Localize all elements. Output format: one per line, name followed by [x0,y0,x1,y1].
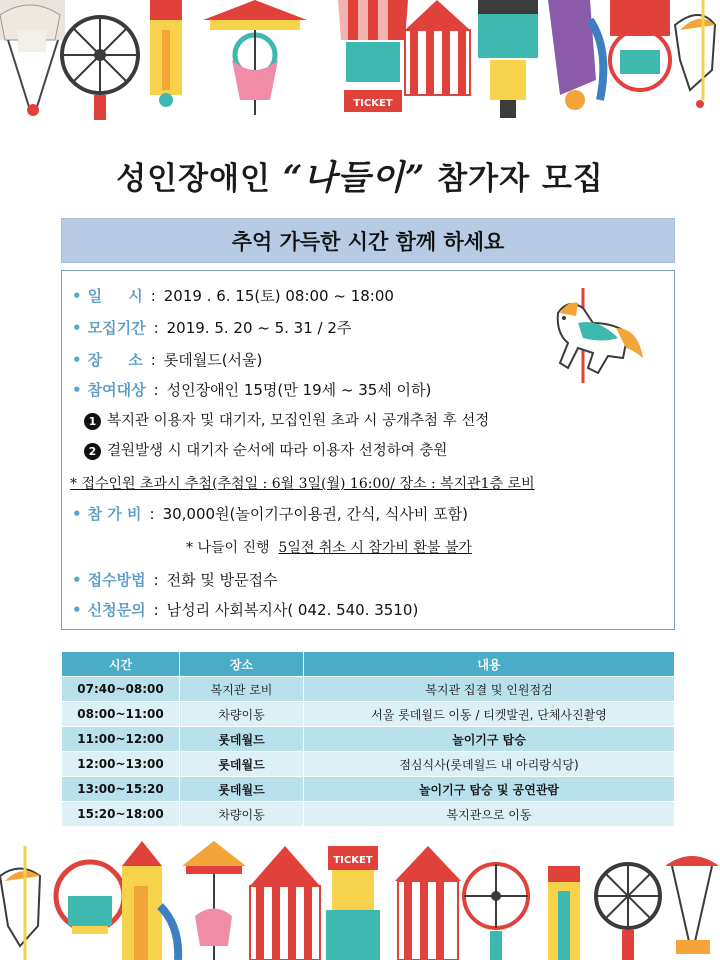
info-row-recruit: • 모집기간 : 2019. 5. 20 ~ 5. 31 / 2주 [72,319,352,337]
recruit-value: 2019. 5. 20 ~ 5. 31 / 2주 [166,319,352,337]
swing-ride-icon [665,856,719,954]
refund-note [186,537,472,557]
cell-content: 서울 롯데월드 이동 / 티켓발권, 단체사진촬영 [304,702,675,727]
recruit-label: 모집기간 [87,319,146,337]
horse-icon [675,0,715,108]
fee-label: 참 가 비 [87,505,142,523]
cell-place: 차량이동 [180,802,304,827]
table-row [62,702,675,727]
target-label: 참여대상 [87,381,146,399]
bullet-icon: • [72,381,82,399]
slide-icon [548,0,603,110]
target-value: 성인장애인 15명(만 19세 ~ 35세 이하) [166,381,432,399]
bullet-icon: • [72,505,82,523]
cell-time: 15:20~18:00 [62,802,180,827]
cell-place: 복지관 로비 [180,677,304,702]
refund-note-prefix: * 나들이 진행 [186,540,279,556]
circus-tent-icon [250,846,320,960]
table-row [62,802,675,827]
number-badge-icon: 2 [84,443,101,460]
carousel-icon [182,841,246,960]
ferris-wheel-icon [62,17,138,120]
subtitle-banner: 추억 가득한 시간 함께 하세요 [61,218,675,263]
table-row [62,777,675,802]
cell-content: 놀이기구 탑승 및 공연관람 [304,777,675,802]
criteria-text: 복지관 이용자 및 대기자, 모집인원 초과 시 공개추첨 후 선정 [107,413,490,429]
criteria-item [84,409,489,430]
tower-icon [548,866,580,960]
page-title [0,150,720,199]
bullet-icon: • [72,601,82,619]
swing-boat-icon [56,862,124,934]
cell-content: 점심식사(롯데월드 내 아리랑식당) [304,752,675,777]
contact-value: 남성리 사회복지사( 042. 540. 3510) [166,601,419,619]
bullet-icon: • [72,571,82,589]
cell-time: 13:00~15:20 [62,777,180,802]
fee-value: 30,000원(놀이기구이용권, 간식, 식사비 포함) [162,505,468,523]
tower-icon [150,0,182,107]
svg-text:TICKET: TICKET [353,98,393,109]
info-row-contact: • 신청문의 : 남성리 사회복지사( 042. 540. 3510) [72,601,419,619]
place-label: 장 소 [87,351,143,369]
table-header-row [62,652,675,677]
refund-note-underlined: 5일전 취소 시 참가비 환불 불가 [278,540,472,556]
cell-time: 12:00~13:00 [62,752,180,777]
cell-place: 롯데월드 [180,777,304,802]
ticket-booth-icon [326,846,380,960]
amusement-park-bottom-illustration [0,836,720,960]
table-row [62,727,675,752]
ferris-wheel-icon [464,864,528,960]
cell-time: 07:40~08:00 [62,677,180,702]
cell-time: 08:00~11:00 [62,702,180,727]
cell-place: 롯데월드 [180,727,304,752]
circus-tent-icon [395,846,461,960]
schedule-table [61,651,675,827]
apply-label: 접수방법 [87,571,146,589]
ferris-wheel-icon [596,864,660,960]
bullet-icon: • [72,319,82,337]
cell-place: 롯데월드 [180,752,304,777]
date-value: 2019 . 6. 15(토) 08:00 ~ 18:00 [163,287,394,305]
title-suffix: 참가자 모집 [425,161,604,197]
number-badge-icon: 1 [84,413,101,430]
apply-value: 전화 및 방문접수 [166,571,278,589]
title-prefix: 성인장애인 [116,161,283,197]
lottery-note: * 접수인원 초과시 추첨(추첨일 : 6월 3일(월) 16:00/ 장소 : 복지관1층 로비 [70,476,535,492]
title-highlight: “나들이” [282,158,426,198]
tower-icon [122,841,178,960]
cell-time: 11:00~12:00 [62,727,180,752]
info-row-fee: • 참 가 비 : 30,000원(놀이기구이용권, 간식, 식사비 포함) [72,505,468,523]
carousel-icon [203,0,307,115]
info-row-date: • 일 시 : 2019 . 6. 15(토) 08:00 ~ 18:00 [72,287,394,305]
drop-ride-icon [478,0,538,118]
swing-boat-icon [610,0,670,90]
criteria-item [84,439,447,460]
bullet-icon: • [72,351,82,369]
table-row [62,677,675,702]
info-row-place: • 장 소 : 롯데월드(서울) [72,351,263,369]
cell-content: 복지관으로 이동 [304,802,675,827]
cell-content: 놀이기구 탑승 [304,727,675,752]
cell-content: 복지관 집결 및 인원점검 [304,677,675,702]
criteria-text: 결원발생 시 대기자 순서에 따라 이용자 선정하여 충원 [107,443,448,459]
carousel-horse-icon [538,288,648,388]
swing-ride-icon [0,0,65,116]
info-row-target: • 참여대상 : 성인장애인 15명(만 19세 ~ 35세 이하) [72,381,432,399]
cell-place: 차량이동 [180,702,304,727]
place-value: 롯데월드(서울) [163,351,263,369]
bullet-icon: • [72,287,82,305]
horse-icon [0,846,40,960]
svg-text:TICKET: TICKET [333,855,373,866]
column-header-content: 내용 [304,652,675,677]
circus-tent-icon [405,0,470,95]
amusement-park-top-illustration [0,0,720,120]
info-row-apply: • 접수방법 : 전화 및 방문접수 [72,571,278,589]
column-header-place: 장소 [180,652,304,677]
contact-label: 신청문의 [87,601,146,619]
ticket-booth-icon [338,0,408,112]
table-row [62,752,675,777]
date-label: 일 시 [87,287,143,305]
column-header-time: 시간 [62,652,180,677]
